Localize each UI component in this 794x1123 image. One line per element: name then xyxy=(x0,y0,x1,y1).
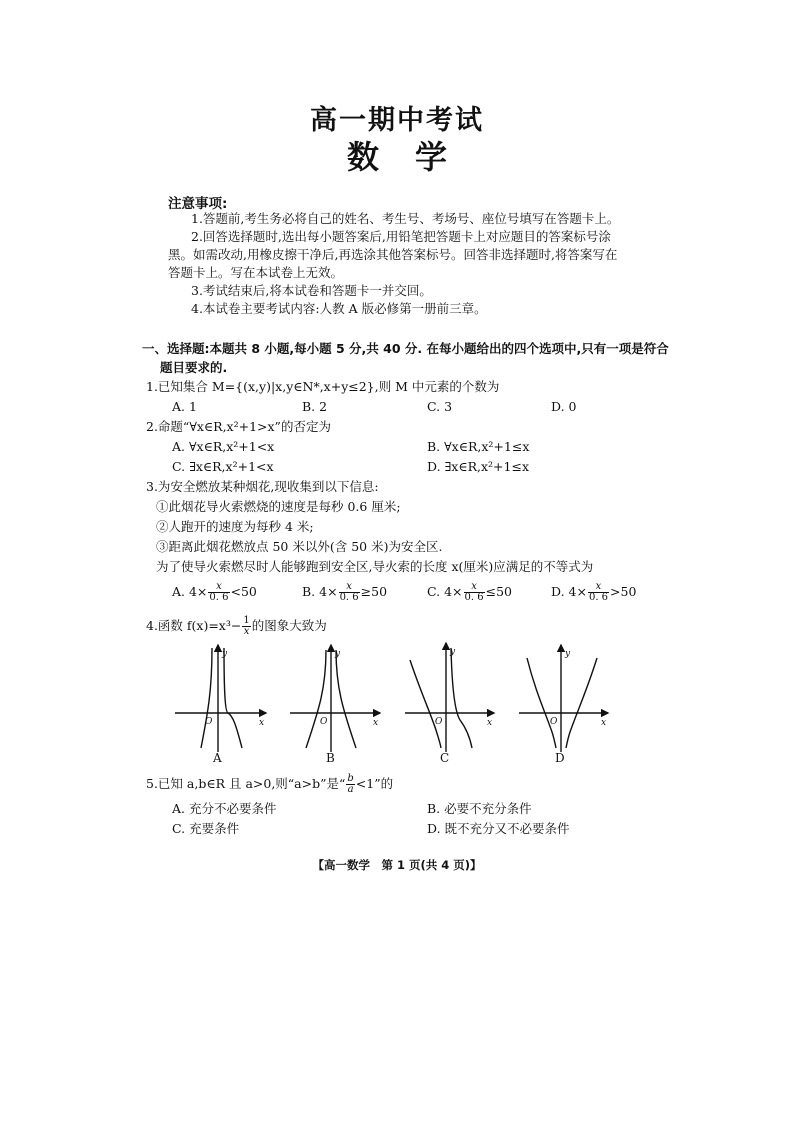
q5-option-d: D. 既不充分又不必要条件 xyxy=(427,821,570,836)
subject-title: 数学 xyxy=(346,138,483,176)
graph-b xyxy=(290,645,380,752)
q1-option-a: A. 1 xyxy=(172,399,197,414)
graph-b-label: B xyxy=(326,751,335,765)
graph-d-label: D xyxy=(555,751,565,765)
graph-c-origin: O xyxy=(435,717,443,727)
q3-stem: 3.为安全燃放某种烟花,现收集到以下信息: xyxy=(146,479,379,494)
graph-a-y-label: y xyxy=(222,649,228,659)
q2-option-d: D. ∃x∈R,x²+1≤x xyxy=(427,459,530,474)
q2-stem: 2.命题“∀x∈R,x²+1>x”的否定为 xyxy=(146,419,331,434)
note-3: 3.考试结束后,将本试卷和答题卡一并交回。 xyxy=(191,283,432,298)
q1-option-b: B. 2 xyxy=(302,399,328,414)
exam-title: 高一期中考试 xyxy=(310,105,484,136)
q3-question: 为了使导火索燃尽时人能够跑到安全区,导火索的长度 x(厘米)应满足的不等式为 xyxy=(156,559,594,574)
graph-c-label: C xyxy=(440,751,450,765)
graph-c-y-label: y xyxy=(450,647,456,657)
q5-option-c: C. 充要条件 xyxy=(172,821,240,836)
graph-c xyxy=(405,643,494,752)
q2-option-c: C. ∃x∈R,x²+1<x xyxy=(172,459,274,474)
q1-stem: 1.已知集合 M={(x,y)|x,y∈N*,x+y≤2},则 M 中元素的个数为 xyxy=(146,379,500,394)
q5-stem: 5.已知 a,b∈R 且 a>0,则“a>b”是“ $\frac{b}{a}$ <1”的 xyxy=(146,773,394,795)
graph-a-origin: O xyxy=(205,717,213,727)
note-4: 4.本试卷主要考试内容:人教 A 版必修第一册前三章。 xyxy=(191,301,487,316)
q5-option-b: B. 必要不充分条件 xyxy=(427,801,532,816)
page-footer: 【高一数学 第 1 页(共 4 页)】 xyxy=(312,858,482,872)
q3-option-a: A. 4× $\frac{x}{0. 6}$ <50 xyxy=(172,581,257,603)
graph-d-y-label: y xyxy=(565,649,571,659)
graph-c-x-label: x xyxy=(487,718,493,728)
q4-stem: 4.函数 f(x)=x³− $\frac{1}{x}$ 的图象大致为 xyxy=(146,615,327,637)
q3-option-b: B. 4× $\frac{x}{0. 6}$ ≥50 xyxy=(302,581,388,603)
q3-info-3: ③距离此烟花燃放点 50 米以外(含 50 米)为安全区. xyxy=(156,539,443,554)
notes-heading: 注意事项: xyxy=(168,196,228,212)
q1-option-c: C. 3 xyxy=(427,399,453,414)
q3-option-d: D. 4× $\frac{x}{0. 6}$ >50 xyxy=(551,581,637,603)
graph-d xyxy=(519,645,608,752)
graph-d-x-label: x xyxy=(601,718,607,728)
graph-d-origin: O xyxy=(550,717,558,727)
graph-a-label: A xyxy=(213,751,222,765)
q5-option-a: A. 充分不必要条件 xyxy=(172,801,277,816)
graph-b-origin: O xyxy=(320,717,328,727)
graph-a-x-label: x xyxy=(259,718,265,728)
note-2b: 黑。如需改动,用橡皮擦干净后,再选涂其他答案标号。回答非选择题时,将答案写在 xyxy=(168,247,618,262)
note-1: 1.答题前,考生务必将自己的姓名、考生号、考场号、座位号填写在答题卡上。 xyxy=(191,211,620,226)
section-heading: 一、选择题:本题共 8 小题,每小题 5 分,共 40 分. 在每小题给出的四个选项中,只有一项是符合 xyxy=(142,341,669,356)
q3-info-2: ②人跑开的速度为每秒 4 米; xyxy=(156,519,314,534)
q2-option-b: B. ∀x∈R,x²+1≤x xyxy=(427,439,530,454)
q1-option-d: D. 0 xyxy=(551,399,577,414)
graph-b-y-label: y xyxy=(335,649,341,659)
q3-info-1: ①此烟花导火索燃烧的速度是每秒 0.6 厘米; xyxy=(156,499,401,514)
graph-a xyxy=(175,645,266,752)
q2-option-a: A. ∀x∈R,x²+1<x xyxy=(172,439,275,454)
graph-b-x-label: x xyxy=(373,718,379,728)
q3-option-c: C. 4× $\frac{x}{0. 6}$ ≤50 xyxy=(427,581,512,603)
section-heading-cont: 题目要求的. xyxy=(160,360,228,375)
note-2c: 答题卡上。写在本试卷上无效。 xyxy=(168,265,344,280)
note-2a: 2.回答选择题时,选出每小题答案后,用铅笔把答题卡上对应题目的答案标号涂 xyxy=(191,229,611,244)
